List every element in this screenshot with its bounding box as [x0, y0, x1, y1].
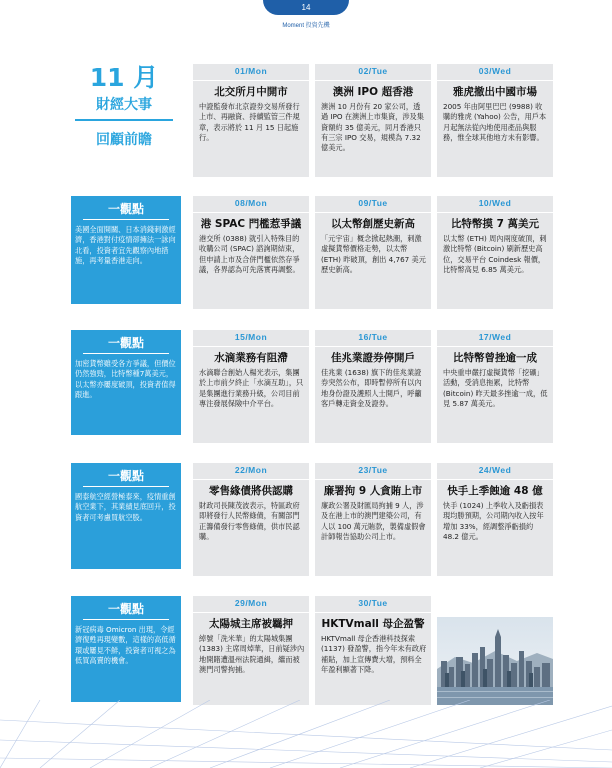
card-body: 澳洲 10 月份有 20 家公司，透過 IPO 在澳洲上市集資，涉及集資額約 35 億美元，同月香港只有三宗 IPO 交易，規模為 7.32 億美元。 — [321, 102, 424, 153]
card-divider — [193, 479, 309, 480]
viewpoint-panel — [71, 596, 181, 702]
card-date: 24/Wed — [478, 465, 512, 475]
title-main: 財經大事 — [96, 97, 152, 113]
card-body: 2005 年由阿里巴巴 (9988) 收購的雅虎 (Yahoo) 公告，用戶本月起無法從內地使用產品與服務，惟全球其他地方未有影響。 — [443, 102, 547, 142]
card-title: 水滴業務有阻滯 — [214, 352, 288, 364]
card-date: 29/Mon — [234, 598, 268, 608]
card-title: HKTVmall 母企盈警 — [321, 618, 425, 630]
card-divider — [315, 346, 431, 347]
card-title: 佳兆業證券停開戶 — [331, 352, 415, 364]
page-number: 14 — [301, 3, 311, 12]
card-date: 01/Mon — [234, 66, 268, 76]
card-body: 「元宇宙」概念掀起熱潮，刺激虛擬貨幣價格走勢，以太幣 (ETH) 昨破頂，創出 4,767 美元歷史新高。 — [321, 234, 426, 274]
card-divider — [315, 212, 431, 213]
card-date: 16/Tue — [358, 332, 388, 342]
card-date: 08/Mon — [234, 198, 268, 208]
card-date: 15/Mon — [234, 332, 268, 342]
card-body: HKTVmall 母企香港科技探索 (1137) 發盈警，指今年未有政府補貼，加上宣傳費大增，預料全年盈利顯著下降。 — [321, 634, 427, 674]
viewpoint-divider — [83, 619, 169, 620]
viewpoint-divider — [83, 486, 169, 487]
viewpoint-title: 一觀點 — [107, 469, 144, 483]
news-card — [193, 196, 309, 309]
card-date: 22/Mon — [234, 465, 268, 475]
news-card — [437, 330, 553, 443]
card-body: 快手 (1024) 上季收入及虧損表現均勝預期，公司期內收入按年增加 33%，經調整淨虧損約 48.2 億元。 — [443, 501, 544, 541]
news-card — [315, 463, 431, 576]
viewpoint-title: 一觀點 — [107, 336, 144, 350]
news-card — [437, 196, 553, 309]
card-date: 03/Wed — [478, 66, 512, 76]
card-body: 以太幣 (ETH) 周內兩度破頂，刺激比特幣 (Bitcoin) 刷新歷史高位，交易平台 Coindesk 報價，比特幣高見 6.85 萬美元。 — [443, 234, 547, 274]
news-card — [437, 64, 553, 177]
card-body: 佳兆業 (1638) 旗下的佳兆業證券突然公布，即時暫停所有以內地身份證及護照人士開戶，呼籲客戶轉走資金及證券。 — [321, 368, 422, 408]
card-body: 綽號「洗米華」的太陽城集團 (1383) 主席周焯華，日前疑涉內地開賭遭溫州法院通緝，繼而被澳門司警拘捕。 — [199, 634, 305, 674]
section-title — [62, 64, 186, 149]
card-date: 17/Wed — [478, 332, 512, 342]
news-card — [315, 330, 431, 443]
news-card — [193, 330, 309, 443]
viewpoint-divider — [83, 353, 169, 354]
card-divider — [193, 612, 309, 613]
news-card — [315, 596, 431, 705]
news-card — [193, 596, 309, 705]
viewpoint-panel — [71, 463, 181, 569]
card-body: 中證監發布北京證券交易所發行上市、再融資、持續監管三件規章，表示將於 11 月 15 日起施行。 — [199, 102, 300, 142]
card-divider — [315, 479, 431, 480]
news-card — [437, 463, 553, 576]
news-card — [193, 64, 309, 177]
title-divider — [75, 119, 173, 121]
viewpoint-title: 一觀點 — [107, 202, 144, 216]
viewpoint-text: 加密貨幣雖受各方爭議，但價位仍然強勁，比特幣種7萬美元，以太幣亦屢度破頂，投資者值得跟進。 — [75, 359, 176, 399]
card-divider — [437, 346, 553, 347]
card-title: 以太幣創歷史新高 — [331, 218, 415, 230]
card-title: 澳洲 IPO 超香港 — [332, 86, 414, 98]
card-title: 太陽城主席被羈押 — [209, 618, 293, 630]
news-card — [315, 64, 431, 177]
title-sub: 回顧前瞻 — [96, 132, 152, 148]
viewpoint-panel — [71, 196, 181, 304]
card-divider — [437, 80, 553, 81]
card-body: 中央重申嚴打虛擬貨幣「挖礦」活動，受消息拖累，比特幣 (Bitcoin) 昨天最多挫逾一成，低見 5.87 萬美元。 — [443, 368, 548, 408]
card-body: 財政司長陳茂波表示，特區政府即將發行人民幣綠債，有關部門正籌備發行零售綠債，供市民認購。 — [199, 501, 300, 541]
skyline-photo — [437, 617, 553, 705]
card-date: 30/Tue — [358, 598, 388, 608]
viewpoint-text: 美國全面開關、日本消錢刺激經濟，香港對付疫情卻擁法一詠向北看，投資者宜先觀察內地措施，再考量香港走向。 — [75, 225, 176, 265]
card-body: 水滴聯合創始人楊光表示，集團於上市前夕終止「水滴互助」，只是集團進行業務升級，公司目前專注發展保險中介平台。 — [199, 368, 304, 408]
card-title: 雅虎撤出中國市場 — [453, 86, 537, 98]
viewpoint-text: 國泰航空經營極泰來，疫情重創航空業下，其業績見底回升，投資者可考慮買航空股。 — [75, 492, 176, 522]
magazine-brand: Moment 投資先機 — [282, 23, 330, 29]
card-title: 港 SPAC 門檻惹爭議 — [200, 218, 302, 230]
decorative-lines — [0, 700, 612, 768]
card-divider — [193, 212, 309, 213]
card-divider — [437, 212, 553, 213]
card-divider — [193, 80, 309, 81]
card-date: 02/Tue — [358, 66, 388, 76]
news-card — [315, 196, 431, 309]
card-date: 23/Tue — [358, 465, 388, 475]
card-divider — [315, 612, 431, 613]
news-card — [193, 463, 309, 576]
viewpoint-title: 一觀點 — [107, 602, 144, 616]
card-date: 10/Wed — [478, 198, 512, 208]
card-divider — [315, 80, 431, 81]
viewpoint-text: 新冠病毒 Omicron 出現，令經濟復甦再現變數，這樣的高低循環或屢見不鮮，投資者可視之為低買高賣的機會。 — [75, 625, 176, 665]
viewpoint-panel — [71, 330, 181, 435]
card-title: 比特幣曾挫逾一成 — [453, 352, 537, 364]
card-title: 廉署拘 9 人貪賄上市 — [323, 485, 423, 497]
card-body: 廉政公署及財匯局拘捕 9 人，涉及在港上市的澳門建築公司，有人以 100 萬元賄款，製備虛假會計師報告協助公司上市。 — [321, 501, 426, 541]
card-title: 北交所月中開市 — [214, 86, 288, 98]
card-divider — [437, 479, 553, 480]
viewpoint-divider — [83, 219, 169, 220]
card-title: 零售緣債將供認購 — [209, 485, 293, 497]
title-month: 11 月 — [89, 63, 159, 92]
card-body: 港交所 (0388) 就引入特殊目的收購公司 (SPAC) 諮詢期結束，但申請上市及合併門檻依然存爭議，各界認為可先落實再調整。 — [199, 234, 300, 274]
card-divider — [193, 346, 309, 347]
card-title: 快手上季蝕逾 48 億 — [447, 485, 543, 497]
card-title: 比特幣摸 7 萬美元 — [450, 218, 540, 230]
card-date: 09/Tue — [358, 198, 388, 208]
